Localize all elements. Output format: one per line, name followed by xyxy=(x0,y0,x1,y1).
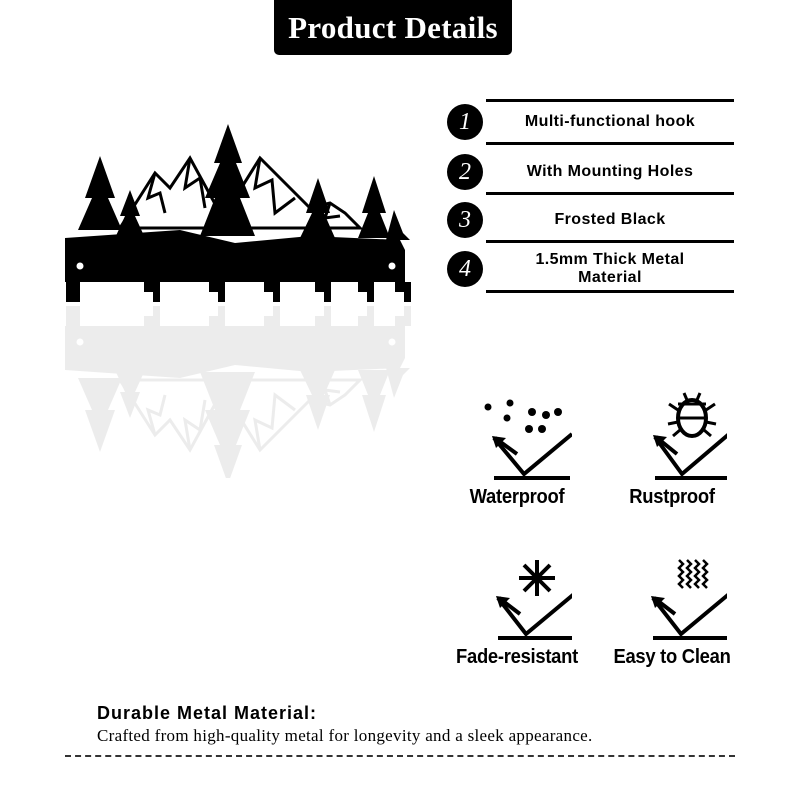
feature-label: Frosted Black xyxy=(554,211,666,228)
rustproof-badge xyxy=(597,392,747,509)
fade-resistant-badge xyxy=(442,556,592,669)
feature-label: With Mounting Holes xyxy=(526,163,694,180)
waterproof-icon xyxy=(462,396,572,484)
feature-row xyxy=(447,149,737,195)
dashed-divider xyxy=(65,755,735,757)
waterproof-badge xyxy=(442,396,592,509)
waterproof-label: Waterproof xyxy=(469,486,565,508)
rustproof-label: Rustproof xyxy=(629,486,715,508)
description-title: Durable Metal Material: xyxy=(97,703,318,723)
feature-label: Multi-functional hook xyxy=(524,113,696,130)
easy-clean-badge xyxy=(597,556,747,669)
title-banner xyxy=(274,0,512,55)
product-hook-image xyxy=(60,118,425,478)
fade-resistant-icon xyxy=(462,556,572,644)
feature-row xyxy=(447,245,737,293)
easy-clean-label: Easy to Clean xyxy=(613,646,731,668)
fade-resistant-label: Fade-resistant xyxy=(456,646,578,668)
description-text: Crafted from high-quality metal for longevity and a sleek appearance. xyxy=(97,726,593,745)
rustproof-icon xyxy=(617,392,727,484)
feature-label: 1.5mm Thick Metal Material xyxy=(535,251,685,286)
feature-row xyxy=(447,197,737,243)
feature-row xyxy=(447,99,737,145)
number-badge: 4 xyxy=(447,251,483,287)
number-badge: 3 xyxy=(447,202,483,238)
easy-clean-icon xyxy=(617,556,727,644)
number-badge: 1 xyxy=(447,104,483,140)
page-title: Product Details xyxy=(288,9,498,45)
number-badge: 2 xyxy=(447,154,483,190)
